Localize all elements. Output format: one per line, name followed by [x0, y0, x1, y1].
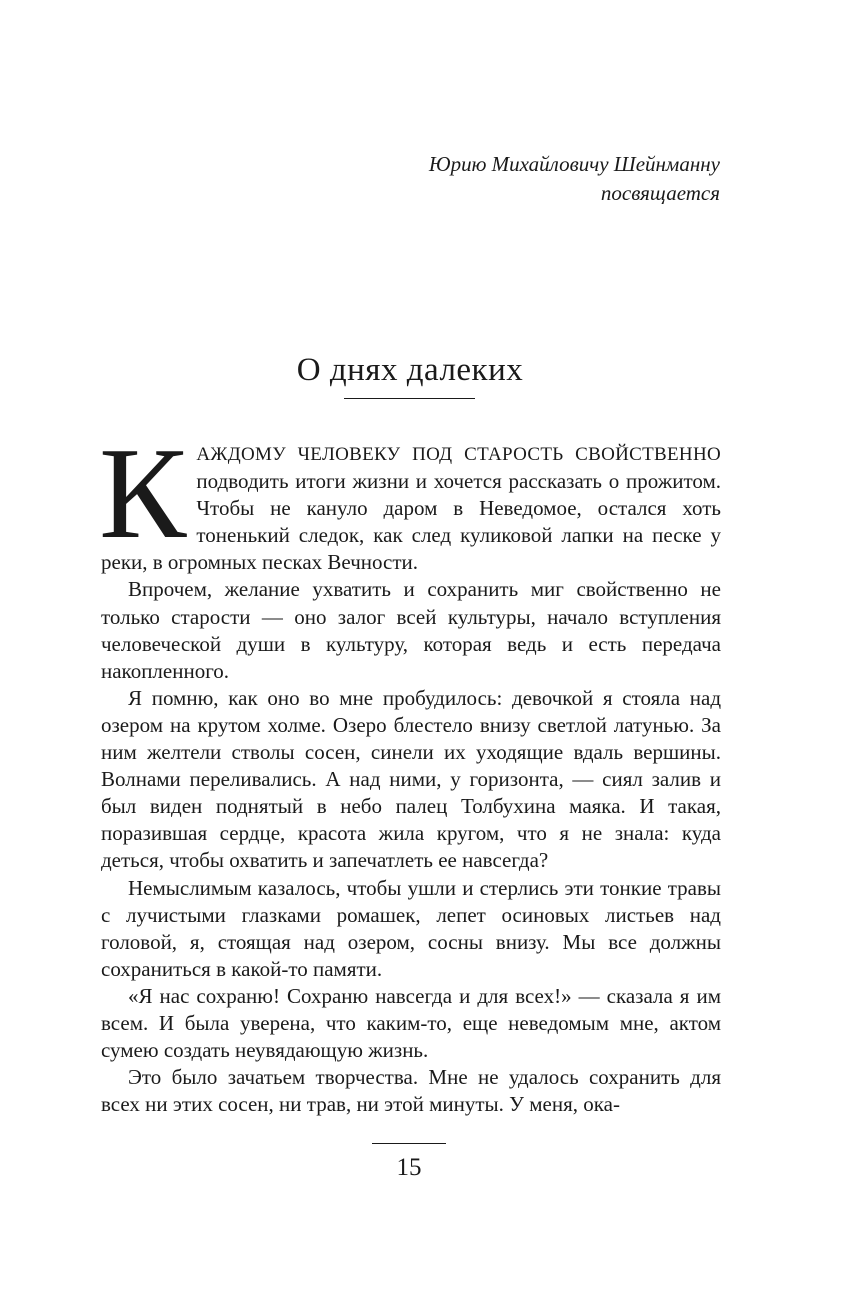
page-number: 15	[396, 1154, 422, 1181]
paragraph-3: Я помню, как оно во мне пробудилось: девочкой я стояла над озером на крутом холме. Озеро блестело внизу светлой латунью. За ним желтели стволы сосен, синели их уходящие вдаль вершины. Волнами переливались. А над ними, у горизонта, — сиял залив и был виден поднятый в небо палец Толбухина маяка. И такая, поразившая сердце, красота жила кругом, что я не знала: куда деться, чтобы охватить и запечатлеть ее навсегда?	[101, 685, 721, 873]
paragraph-1	[99, 421, 721, 576]
dedication	[429, 150, 720, 208]
body-text	[99, 421, 721, 1118]
paragraph-5: «Я нас сохраню! Сохраню навсегда и для всех!» — сказала я им всем. И была уверена, что каким-то, еще неведомым мне, актом сумею создать неувядающую жизнь.	[101, 983, 721, 1063]
chapter-title: О днях далеких	[296, 352, 524, 388]
paragraph-2: Впрочем, желание ухватить и сохранить миг свойственно не только старости — оно залог всей культуры, начало вступления человеческой души в культуру, которая ведь и есть передача накопленного.	[101, 577, 721, 683]
drop-cap: К	[99, 421, 187, 566]
paragraph-4: Немыслимым казалось, чтобы ушли и стерлись эти тонкие травы с лучистыми глазками ромашек, лепет осиновых листьев над головой, я, стоящая над озером, сосны внизу. Мы все должны сохраниться в какой-то памяти.	[101, 875, 721, 981]
dedication-name: Юрию Михайловичу Шейнманну	[428, 152, 720, 176]
paragraph-6: Это было зачатьем творчества. Мне не удалось сохранить для всех ни этих сосен, ни трав, ни этой минуты. У меня, ока-	[101, 1065, 721, 1117]
title-rule	[344, 398, 475, 399]
footer-rule	[372, 1143, 446, 1144]
dedication-word: посвящается	[600, 181, 720, 205]
paragraph-1-text: подводить итоги жизни и хочется рассказать о прожитом. Чтобы не кануло даром в Неведомое, остался хоть тоненький следок, как след куликовой лапки на песке у реки, в огромных песках Вечности.	[101, 469, 721, 575]
lead-in-smallcaps: АЖДОМУ ЧЕЛОВЕКУ ПОД СТАРОСТЬ СВОЙСТВЕННО	[196, 444, 721, 465]
